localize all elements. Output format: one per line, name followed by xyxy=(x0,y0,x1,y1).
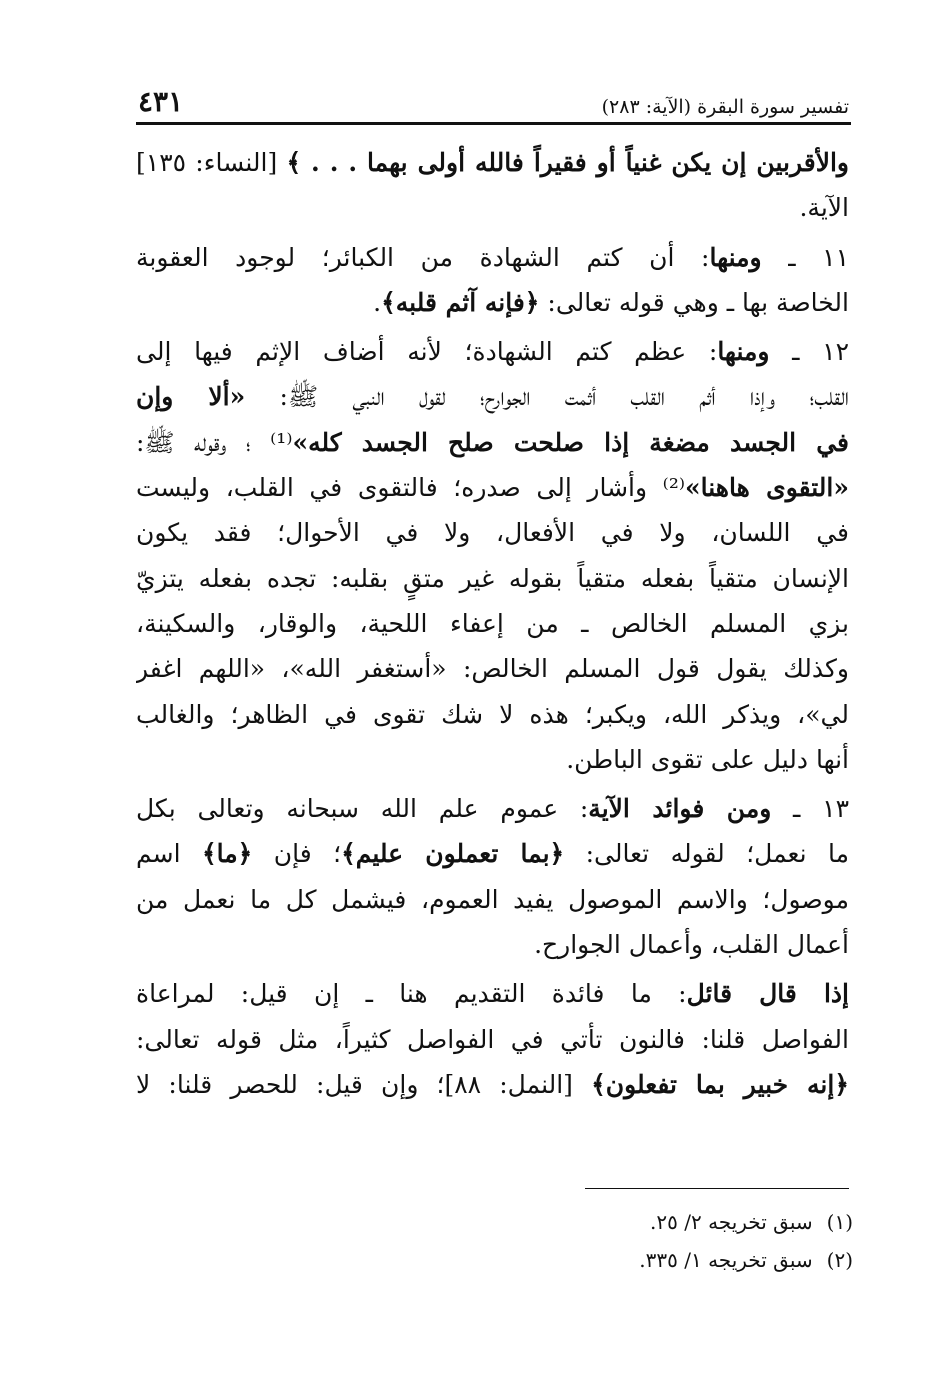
text-span: [النمل: ٨٨]؛ وإن قيل: للحصر قلنا: لا xyxy=(136,1069,592,1099)
text-line xyxy=(136,280,849,325)
text-line xyxy=(136,786,849,831)
text-line: أعمال القلب، وأعمال الجوارح. xyxy=(534,930,849,960)
hadith-quote: في الجسد مضغة إذا صلحت صلح الجسد كله» xyxy=(292,427,849,457)
point-heading: ومن فوائد الآية xyxy=(588,794,772,824)
footnotes xyxy=(300,1203,853,1279)
text-span: ⁽²⁾ وأشار إلى صدره؛ فالتقوى في القلب، وليست xyxy=(136,473,685,503)
text-span: : عظم كتم الشهادة؛ لأنه أضاف الإثم فيها إلى xyxy=(136,337,718,367)
text-span: ما نعمل؛ لقوله تعالى: xyxy=(564,839,849,869)
page-number: ٤٣١ xyxy=(138,85,184,118)
text-line: في اللسان، ولا في الأفعال، ولا في الأحوال؛ فقد يكون xyxy=(136,518,849,548)
running-title: تفسير سورة البقرة (الآية: ٢٨٣) xyxy=(601,96,849,118)
quran-quote: ﴿فإنه آثم قلبه﴾ xyxy=(381,287,540,317)
point-heading: ومنها xyxy=(709,242,762,272)
text-span: اسم xyxy=(136,839,202,869)
text-span: : عموم علم الله سبحانه وتعالى بكل xyxy=(136,794,589,824)
footnote-marker: (١) xyxy=(826,1210,853,1234)
point-number: ١٣ ـ xyxy=(771,794,849,824)
text-line xyxy=(136,1062,849,1107)
citation: [النساء: ١٣٥] xyxy=(136,148,287,177)
text-line xyxy=(136,971,849,1016)
text-line: الآية. xyxy=(799,193,849,223)
quran-quote: ﴿إنه خبير بما تفعلون﴾ xyxy=(591,1069,849,1099)
point-number: ١٢ ـ xyxy=(769,337,849,367)
text-line: لي»، ويذكر الله، ويكبر؛ هذه لا شك تقوى في الظاهر؛ والغالب xyxy=(136,699,849,729)
text-line: الإنسان متقياً بفعله متقياً بقوله غير متقٍ بقلبه: تجده بفعله يتزيّ xyxy=(136,563,849,593)
text-line xyxy=(136,235,849,280)
hadith-quote: «التقوى هاهنا» xyxy=(684,473,849,503)
point-heading: إذا قال قائل xyxy=(686,979,849,1009)
text-line xyxy=(136,831,849,876)
text-line: أنها دليل على تقوى الباطن. xyxy=(566,744,849,774)
footnote xyxy=(300,1241,853,1279)
text-line xyxy=(136,465,849,510)
text-span: القلب؛ وإذا أثم القلب أثمت الجوارح؛ لقول النبي ﷺ: xyxy=(245,382,849,412)
footnote-marker: (٢) xyxy=(826,1248,853,1272)
text-span: : ما فائدة التقديم هنا ـ إن قيل: لمراعاة xyxy=(136,979,687,1009)
text-line: بزي المسلم الخالص ـ من إعفاء اللحية، والوقار، والسكينة، xyxy=(136,608,849,638)
text-line xyxy=(136,140,849,185)
point-heading: ومنها xyxy=(717,337,770,367)
text-line xyxy=(136,374,849,419)
body-text xyxy=(136,140,849,1107)
text-line: موصول؛ والاسم الموصول يفيد العموم، فيشمل كل ما نعمل من xyxy=(136,884,849,914)
text-line xyxy=(136,420,849,465)
point-number: ١١ ـ xyxy=(761,242,849,272)
header-rule xyxy=(136,122,851,125)
text-span: ؛ فإن xyxy=(252,839,342,869)
footnote-text: سبق تخريجه ١/ ٣٣٥. xyxy=(639,1248,813,1272)
quran-quote: والأقربين إن يكن غنياً أو فقيراً فالله أولى بهما . . . ﴾ xyxy=(286,148,849,177)
quran-quote: ﴿بما تعملون عليم﴾ xyxy=(341,839,565,869)
text-span: ⁽¹⁾ ؛ وقوله ﷺ: xyxy=(136,427,293,457)
text-line: وكذلك يقول قول المسلم الخالص: «أستغفر الله»، «اللهم اغفر xyxy=(136,654,849,684)
text-span: الخاصة بها ـ وهي قوله تعالى: xyxy=(539,287,849,317)
hadith-quote: «ألا وإن xyxy=(136,382,246,412)
text-line xyxy=(136,329,849,374)
quran-quote: ﴿ما﴾ xyxy=(201,839,253,869)
footnote-text: سبق تخريجه ٢/ ٢٥. xyxy=(650,1210,813,1234)
text-span: : أن كتم الشهادة من الكبائر؛ لوجود العقوبة xyxy=(136,242,710,272)
footnote xyxy=(300,1203,853,1241)
footnote-rule xyxy=(585,1188,849,1189)
text-span: . xyxy=(373,287,382,317)
text-line: الفواصل قلنا: فالنون تأتي في الفواصل كثيراً، مثل قوله تعالى: xyxy=(136,1024,849,1054)
page-header xyxy=(138,82,849,118)
